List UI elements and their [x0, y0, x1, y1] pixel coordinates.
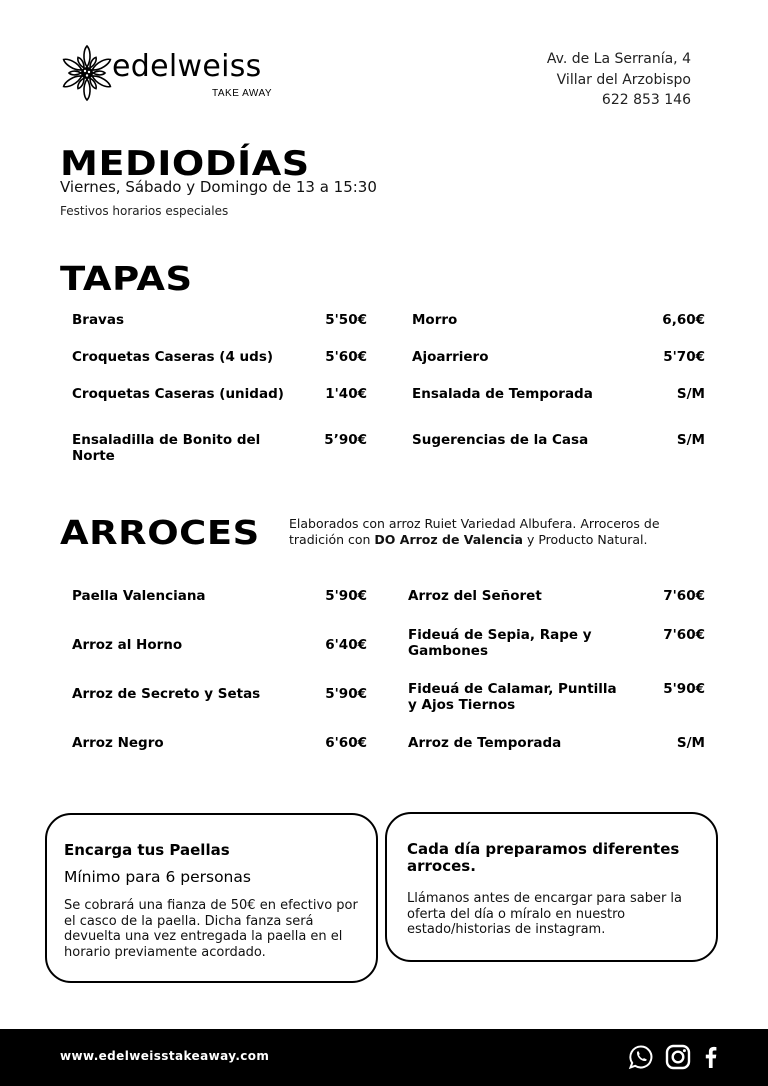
arroces-note	[289, 516, 699, 547]
item-price: 7'60€	[663, 588, 705, 604]
footer-bar	[0, 1029, 768, 1086]
item-price: S/M	[676, 386, 705, 402]
item-name: Arroz de Temporada	[408, 735, 562, 751]
item-name: Bravas	[72, 312, 125, 328]
tapas-title: TAPAS	[60, 259, 193, 298]
item-price: 1'40€	[325, 386, 367, 402]
mediodias-schedule: Viernes, Sábado y Domingo de 13 a 15:30	[60, 178, 377, 196]
brand-name: edelweiss	[112, 49, 262, 84]
item-price: S/M	[676, 735, 705, 751]
daily-box-title: Cada día preparamos diferentes arroces.	[407, 840, 680, 875]
whatsapp-icon[interactable]	[627, 1043, 655, 1071]
item-name: Morro	[412, 312, 458, 328]
address-street: Av. de La Serranía, 4	[546, 51, 691, 67]
item-name: Ajoarriero	[412, 349, 489, 365]
item-name: Paella Valenciana	[72, 588, 206, 604]
item-name: Fideuá de Sepia, Rape y Gambones	[408, 627, 592, 659]
arroces-note-end: y Producto Natural.	[523, 531, 648, 547]
daily-box-text: Llámanos antes de encargar para saber la oferta del día o míralo en nuestro estado/historias de instagram.	[407, 891, 683, 937]
order-box-text: Se cobrará una fianza de 50€ en efectivo por el casco de la paella. Dicha fanza será devuelta una vez entregada la paella en el horario previamente acordado.	[64, 898, 358, 960]
item-price: 6'40€	[325, 637, 367, 653]
website-link[interactable]: www.edelweisstakeaway.com	[60, 1049, 270, 1063]
item-price: 5’90€	[324, 432, 367, 448]
item-price: 6'60€	[325, 735, 367, 751]
item-price: 5'50€	[325, 312, 367, 328]
order-box-subtitle: Mínimo para 6 personas	[64, 868, 251, 886]
mediodias-note: Festivos horarios especiales	[60, 204, 229, 218]
item-name: Arroz de Secreto y Setas	[72, 686, 261, 702]
item-price: 5'90€	[325, 588, 367, 604]
arroces-note-do: DO Arroz de Valencia	[374, 531, 523, 547]
arroces-note-text: Elaborados con arroz Ruiet Variedad Albufera. Arroceros de tradición con	[289, 516, 660, 547]
order-paellas-box	[45, 813, 378, 983]
item-price: S/M	[676, 432, 705, 448]
daily-arroces-box	[385, 812, 718, 962]
item-name: Arroz del Señoret	[408, 588, 542, 604]
logo	[62, 44, 277, 104]
facebook-icon[interactable]	[697, 1043, 725, 1071]
item-price: 5'70€	[663, 349, 705, 365]
item-price: 6,60€	[662, 312, 705, 328]
item-name: Croquetas Caseras (4 uds)	[72, 349, 274, 365]
mediodias-title: MEDIODÍAS	[60, 144, 310, 184]
item-price: 7'60€	[663, 627, 705, 643]
item-price: 5'90€	[325, 686, 367, 702]
arroces-title: ARROCES	[60, 513, 260, 552]
address-town: Villar del Arzobispo	[556, 71, 691, 88]
item-name: Fideuá de Calamar, Puntilla y Ajos Tiernos	[408, 681, 617, 713]
item-name: Arroz al Horno	[72, 637, 183, 653]
item-price: 5'60€	[325, 349, 367, 365]
address-phone: 622 853 146	[601, 92, 691, 108]
item-name: Ensaladilla de Bonito del Norte	[72, 432, 261, 464]
address-block	[547, 49, 691, 111]
brand-tagline: TAKE AWAY	[212, 88, 273, 99]
item-name: Sugerencias de la Casa	[412, 432, 589, 448]
item-name: Ensalada de Temporada	[412, 386, 593, 402]
item-name: Arroz Negro	[72, 735, 164, 751]
instagram-icon[interactable]	[664, 1043, 692, 1071]
item-name: Croquetas Caseras (unidad)	[72, 386, 284, 402]
order-box-title: Encarga tus Paellas	[64, 841, 230, 859]
item-price: 5'90€	[663, 681, 705, 697]
edelweiss-flower-icon	[62, 44, 112, 102]
